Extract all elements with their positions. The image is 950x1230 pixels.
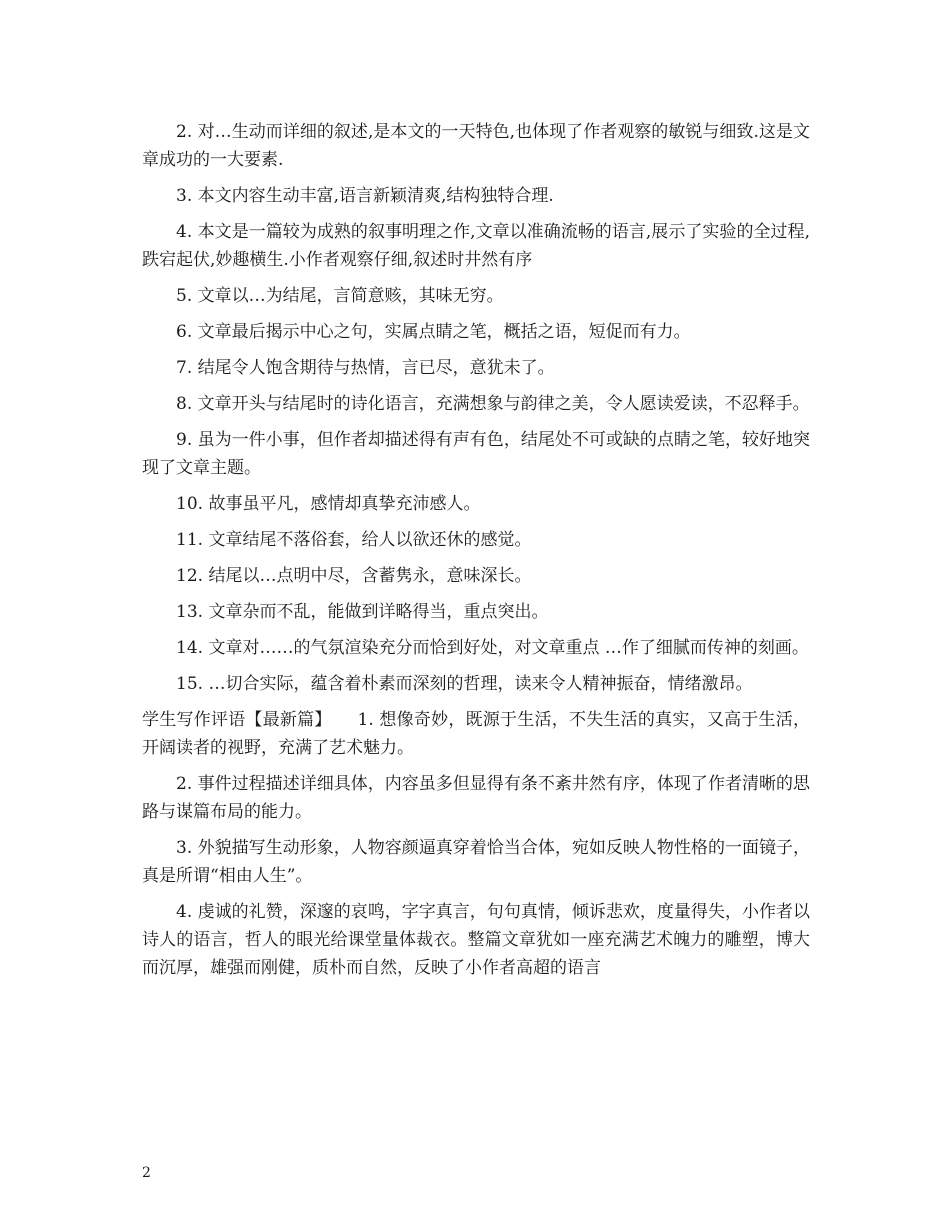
comment-paragraph: 6. 文章最后揭示中心之句，实属点睛之笔，概括之语，短促而有力。 xyxy=(176,322,691,342)
page-number: 2 xyxy=(142,1165,151,1181)
comment-paragraph: 5. 文章以…为结尾，言简意赅，其味无穷。 xyxy=(176,286,504,306)
comment-paragraph: 3. 外貌描写生动形象，人物容颜逼真穿着恰当合体，宛如反映人物性格的一面镜子，真是所谓“相由人生”。 xyxy=(142,838,810,886)
comment-paragraph: 15. …切合实际，蕴含着朴素而深刻的哲理，读来令人精神振奋，情绪激昂。 xyxy=(176,674,753,694)
comment-paragraph: 10. 故事虽平凡，感情却真挚充沛感人。 xyxy=(176,494,481,514)
comment-paragraph: 13. 文章杂而不乱，能做到详略得当，重点突出。 xyxy=(176,602,549,622)
comment-paragraph: 11. 文章结尾不落俗套，给人以欲还休的感觉。 xyxy=(176,530,532,550)
comment-paragraph: 2. 对…生动而详细的叙述,是本文的一天特色,也体现了作者观察的敏锐与细致.这是文章成功的一大要素. xyxy=(142,122,810,170)
comment-paragraph: 12. 结尾以…点明中尽，含蓄隽永，意味深长。 xyxy=(176,566,532,586)
comment-paragraph: 8. 文章开头与结尾时的诗化语言，充满想象与韵律之美，令人愿读爱读，不忍释手。 xyxy=(176,394,810,414)
comment-paragraph: 2. 事件过程描述详细具体，内容虽多但显得有条不紊井然有序，体现了作者清晰的思路与谋篇布局的能力。 xyxy=(142,774,810,822)
comment-paragraph: 7. 结尾令人饱含期待与热情，言已尽，意犹未了。 xyxy=(176,358,555,378)
document-body xyxy=(142,118,810,990)
section-heading-paragraph: 学生写作评语【最新篇】 1. 想像奇妙，既源于生活，不失生活的真实，又高于生活，开阔读者的视野，充满了艺术魅力。 xyxy=(142,710,810,758)
comment-paragraph: 3. 本文内容生动丰富,语言新颖清爽,结构独特合理. xyxy=(176,186,554,206)
comment-paragraph: 4. 虔诚的礼赞，深邃的哀鸣，字字真言，句句真情，倾诉悲欢，度量得失，小作者以诗人的语言，哲人的眼光给课堂量体裁衣。整篇文章犹如一座充满艺术魄力的雕塑，博大而沉厚，雄强而刚健，质朴而自然，反映了小作者高超的语言 xyxy=(142,902,810,978)
comment-paragraph: 14. 文章对……的气氛渲染充分而恰到好处，对文章重点 …作了细腻而传神的刻画。 xyxy=(176,638,809,658)
comment-paragraph: 4. 本文是一篇较为成熟的叙事明理之作,文章以准确流畅的语言,展示了实验的全过程,跌宕起伏,妙趣横生.小作者观察仔细,叙述时井然有序 xyxy=(142,222,810,270)
comment-paragraph: 9. 虽为一件小事，但作者却描述得有声有色，结尾处不可或缺的点睛之笔，较好地突现了文章主题。 xyxy=(142,430,810,478)
